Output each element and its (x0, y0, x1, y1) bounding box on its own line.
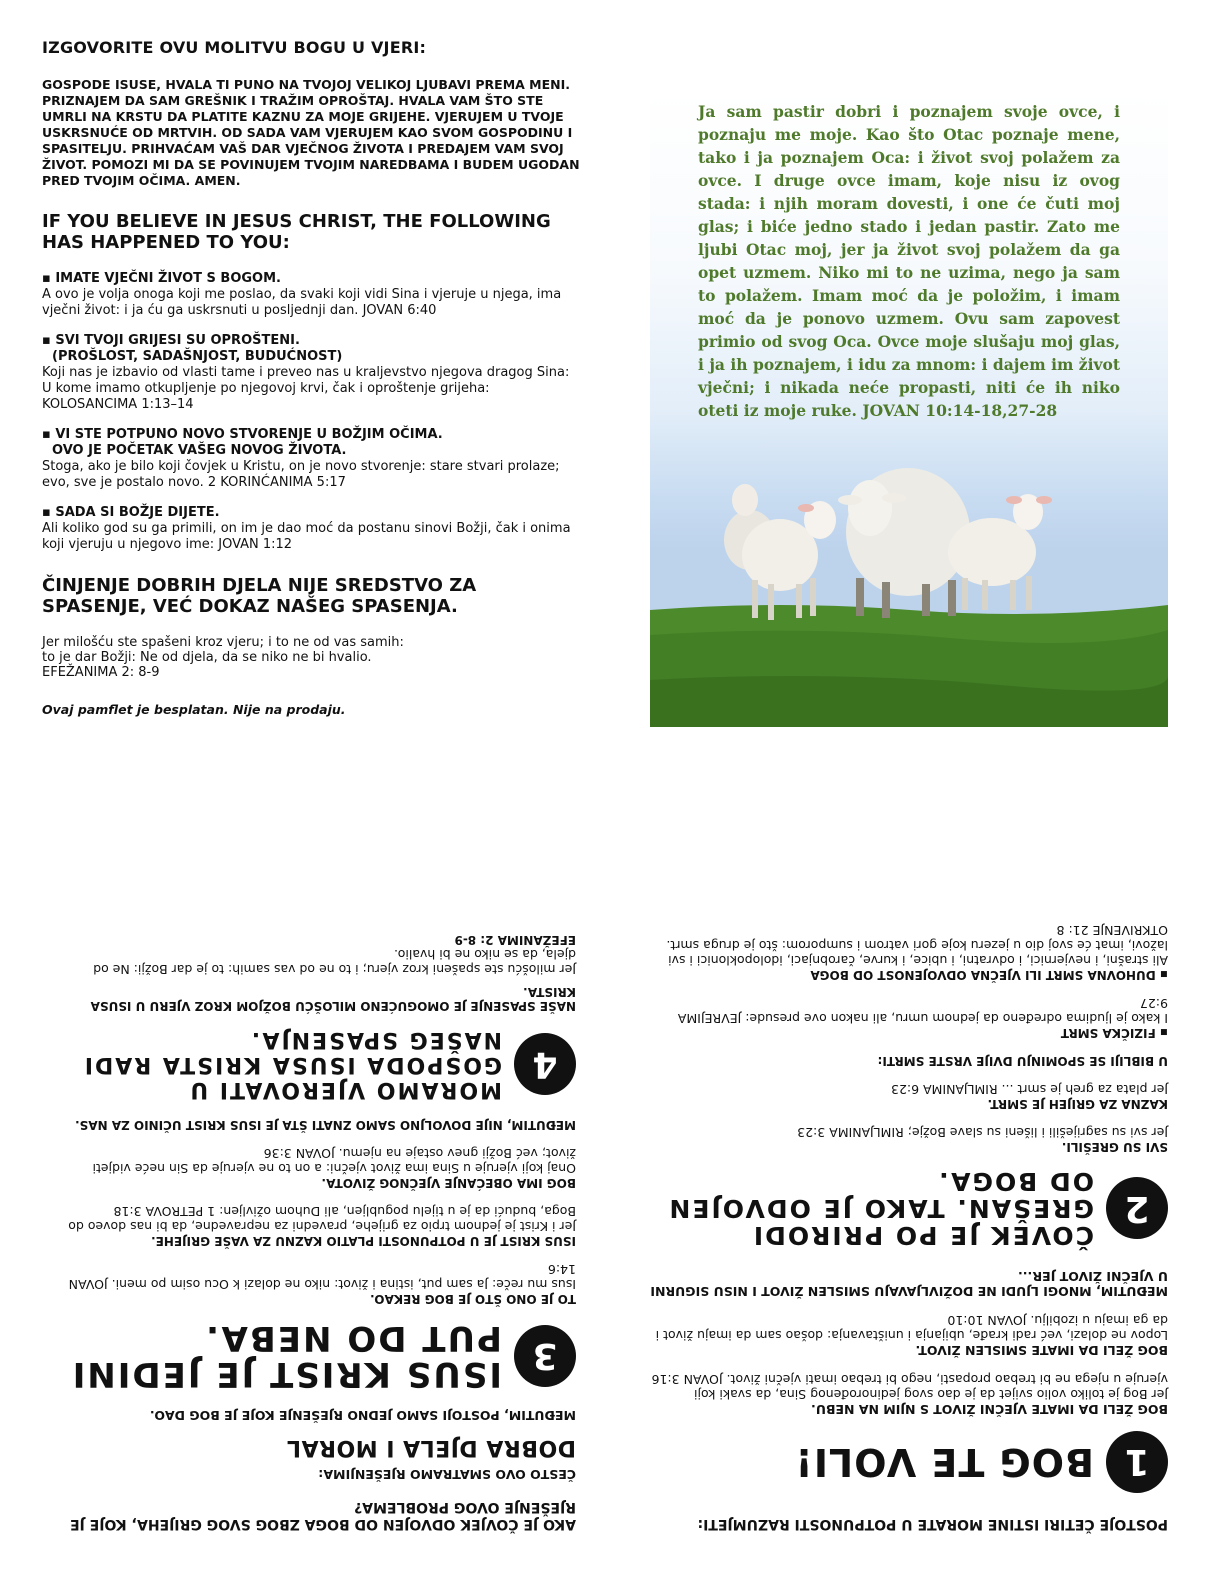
prayer-panel (42, 38, 582, 717)
scripture-photo-panel (650, 90, 1168, 727)
number-1-badge: 1 (1106, 1431, 1168, 1493)
section-1-text2: Lopov ne dolazi, već radi krađe, ubijanja i uništavanja: došao sam da imaju život i da ga imaju u izobilju. JOVAN 10:10 (655, 1313, 1168, 1343)
good-works-morals: DOBRA DJELA I MORAL (286, 1435, 576, 1460)
point-text: Koji nas je izbavio od vlasti tame i preveo nas u kraljevstvo njegova dragog Sina: U kome imamo otkupljenje po njegovoj krvi, čak i oproštenje grijeha: KOLOSANCIMA 1:13–14 (42, 365, 570, 412)
point-heading: ▪ VI STE POTPUNO NOVO STVORENJE U BOŽJIM OČIMA. (42, 427, 443, 442)
free-note: Ovaj pamflet je besplatan. Nije na prodaju. (42, 702, 346, 717)
prayer-text: GOSPODE ISUSE, HVALA TI PUNO NA TVOJOJ VELIKOJ LJUBAVI PREMA MENI. PRIZNAJEM DA SAM GREŠNIK I TRAŽIM OPROŠTAJ. HVALA VAM ŠTO STE UMRLI NA KRSTU DA PLATITE KAZNU ZA MOJE GRIJEHE. VJERUJEM U TVOJE USKRSNUĆE OD MRTVIH. OD SADA VAM VJERUJEM KAO SVOM GOSPODINU I SPASITELJU. PRIHVAĆAM VAŠ DAR VJEČNOG ŽIVOTA I PREDAJEM VAM SVOJ ŽIVOT. POMOZI MI DA SE POVINUJEM TVOJIM NAREDBAMA I BUDEM UGODAN PRED TVOJIM OČIMA. AMEN. (42, 77, 580, 188)
point-text: A ovo je volja onoga koji me poslao, da svaki koji vidi Sina i vjeruje u njega, ima vječni život: i ja ću ga uskrsnuti u posljednji dan. JOVAN 6:40 (42, 287, 562, 318)
section-2-h4: ▪ FIZIČKA SMRT (648, 1026, 1168, 1040)
verse-reference: EFEŽANIMA 2: 8-9 (42, 665, 160, 680)
point-eternal-life (42, 271, 582, 319)
section-2-t5: Ali strašni, i nevjernici, i odvratni, i ubice, i kurve, čarobnjaci, idolopoklonici i svi lažovi, imat će svoj dio u jezeru koje gori vatrom i sumporom: što je druga smrt. OTKRIVENJE 21: 8 (666, 923, 1168, 968)
verse-line: Jer milošću ste spašeni kroz vjeru; i to ne od vas samih: (42, 635, 404, 650)
number-2-badge: 2 (1106, 1178, 1168, 1240)
point-text: Ali koliko god su ga primili, on im je dao moć da postanu sinovi Božji, čak i onima koji vjeruju u njegovo ime: JOVAN 1:12 (42, 521, 571, 552)
panel-jesus-only-way (56, 933, 576, 1532)
section-2-heading (648, 1168, 1168, 1249)
point-heading: ▪ SVI TVOJI GRIJESI SU OPROŠTENI. (42, 333, 300, 348)
verse-line: to je dar Božji: Ne od djela, da se niko ne bi hvalio. (42, 650, 372, 665)
point-child-of-god (42, 505, 582, 553)
common-solutions-label: ČESTO OVO SMATRAMO RJEŠENJIMA: (318, 1467, 576, 1482)
section-3-h2: ISUS KRIST JE U POTPUNOSTI PLATIO KAZNU ZA VAŠE GRIJEHE. (151, 1234, 576, 1248)
upside-down-panels (0, 792, 1224, 1584)
section-4-ref: EFEŽANIMA 2: 8-9 (454, 933, 576, 947)
section-3-title: ISUS KRIST JE JEDINI PUT DO NEBA. (70, 1318, 502, 1394)
point-subheading: OVO JE POČETAK VAŠEG NOVOG ŽIVOTA. (52, 443, 347, 458)
section-2-h5: ▪ DUHOVNA SMRT ILI VJEČNA ODVOJENOST OD BOGA (648, 968, 1168, 982)
one-solution-label: MEĐUTIM, POSTOJI SAMO JEDNO RJEŠENJE KOJE JE BOG DAO. (149, 1408, 576, 1423)
section-1-sub3: MEĐUTIM, MNOGI LJUDI NE DOŽIVLJAVAJU SMISLEN ŽIVOT I NISU SIGURNI U VJEČNI ŽIVOT JER... (650, 1269, 1168, 1299)
four-truths-intro: POSTOJE ČETIRI ISTINE MORATE U POTPUNOSTI RAZUMJETI: (697, 1516, 1168, 1532)
ephesians-verse (42, 635, 582, 680)
section-3-h3: BOG IMA OBEĆANJE VJEČNOG ŽIVOTA. (321, 1176, 576, 1190)
point-forgiven (42, 333, 582, 413)
separation-question: AKO JE ČOVJEK ODVOJEN OD BOGA ZBOG SVOG GRIJEHA, KOJE JE RJEŠENJE OVOG PROBLEMA? (70, 1499, 576, 1532)
point-text: Stoga, ako je bilo koji čovjek u Kristu, on je novo stvorenje: stare stvari prolaze; evo, sve je postalo novo. 2 KORINĆANIMA 5:17 (42, 459, 560, 490)
section-2-t2: Jer plata za greh je smrt ... RIMLJANIMA 6:23 (891, 1082, 1168, 1097)
section-2-h2: KAZNA ZA GRIJEH JE SMRT. (987, 1097, 1168, 1111)
good-works-heading: ČINJENJE DOBRIH DJELA NIJE SREDSTVO ZA SPASENJE, VEĆ DOKAZ NAŠEG SPASENJA. (42, 575, 477, 617)
section-2-title: ČOVEK JE PO PRIRODI GREŠAN. TAKO JE ODVOJEN OD BOGA. (667, 1167, 1094, 1250)
prayer-title: IZGOVORITE OVU MOLITVU BOGU U VJERI: (42, 38, 427, 57)
section-3-t3: Onaj koji vjeruje u Sina ima život vječni: a on to ne vjeruje da Sin neće vidjeti život; već Božji gnev ostaje na njemu. JOVAN 3:36 (92, 1146, 576, 1176)
john-10-scripture: Ja sam pastir dobri i poznajem svoje ovce, i poznaju me moje. Kao što Otac poznaje mene, tako i ja poznajem Oca: i život svoj polažem za ovce. I druge ovce imam, koje nisu iz ovog stada: i njih moram dovesti, i one će čuti moj glas; i biće jedno stado i jedan pastir. Zato me ljubi Otac moj, jer ja život svoj polažem da ga opet uzmem. Niko mi to ne uzima, nego ja sam to polažem. Imam moć da je položim, i imam moć da je ponovo uzmem. Ovu sam zapovest primio od svog Oca. Ovce moje slušaju moj glas, i ja ih poznajem, i idu za mnom: i dajem im život vječni; i nikada neće propasti, niti će ih niko oteti iz moje ruke. JOVAN 10:14-18,27-28 (698, 102, 1120, 420)
section-3-t1: Isus mu reče: Ja sam put, istina i život: niko ne dolazi k Ocu osim po meni. JOVAN 14:6 (68, 1262, 576, 1292)
believe-heading: IF YOU BELIEVE IN JESUS CHRIST, THE FOLLOWING HAS HAPPENED TO YOU: (42, 211, 551, 253)
panel-god-loves-you (648, 909, 1168, 1532)
section-1-sub1: BOG ŽELI DA IMATE VJEČNI ŽIVOT S NJIM NA NEBU. (811, 1402, 1168, 1417)
section-1-title: BOG TE VOLI! (794, 1440, 1094, 1484)
section-3-h4: MEĐUTIM, NIJE DOVOLJNO SAMO ZNATI ŠTA JE ISUS KRIST UČINIO ZA NAS. (75, 1118, 576, 1132)
section-2-t4: I kako je ljudima određeno da jednom umru, ali nakon ove presude: JEVREJIMA 9:27 (677, 996, 1168, 1026)
number-3-badge: 3 (514, 1325, 576, 1387)
section-4-heading (56, 1027, 576, 1102)
section-2-t1: Jer svi su sagriješili i lišeni su slave Božje; RIMLJANIMA 3:23 (797, 1125, 1168, 1140)
section-1-heading (648, 1431, 1168, 1493)
section-3-t2: Jer i Krist je jednom trpio za grijehe, pravedni za nepravedne, da bi nas doveo do Boga, budući da je u tijelu pogubljen, ali Duhom oživljen: 1 PETROVA 3:18 (68, 1204, 576, 1234)
section-4-title: MORAMO VJEROVATI U GOSPODA ISUSA KRISTA RADI NAŠEG SPASENJA. (82, 1027, 502, 1102)
section-1-text1: Jer Bog je toliko volio svijet da je dao svog jedinorođenog Sina, da svaki koji vjeruje u njega ne bi trebao propasti, nego bi trebao imati vječni život. JOVAN 3:16 (651, 1372, 1168, 1402)
section-1-sub2: BOG ŽELI DA IMATE SMISLEN ŽIVOT. (915, 1343, 1168, 1358)
point-new-creation (42, 427, 582, 491)
section-3-h1: TO JE ONO ŠTO JE BOG REKAO. (370, 1292, 576, 1306)
section-2-h3: U BIBLIJI SE SPOMINJU DVIJE VRSTE SMRTI: (877, 1054, 1168, 1068)
sheep-photo (650, 460, 1168, 727)
section-4-t1: Jer milošću ste spašeni kroz vjeru; i to ne od vas samih: to je dar Božji: Ne od djela, da se niko ne bi hvalio. (93, 947, 576, 977)
number-4-badge: 4 (514, 1034, 576, 1096)
section-2-h1: SVI SU GREŠILI. (1061, 1140, 1168, 1154)
point-subheading: (PROŠLOST, SADAŠNJOST, BUDUĆNOST) (52, 349, 343, 364)
section-4-h1: NAŠE SPASENJE JE OMOGUĆENO MILOŠĆU BOŽJOM KROZ VJERU U ISUSA KRISTA. (90, 985, 576, 1013)
point-heading: ▪ SADA SI BOŽJE DIJETE. (42, 505, 220, 520)
section-3-heading (56, 1320, 576, 1392)
point-heading: ▪ IMATE VJEČNI ŽIVOT S BOGOM. (42, 271, 281, 286)
